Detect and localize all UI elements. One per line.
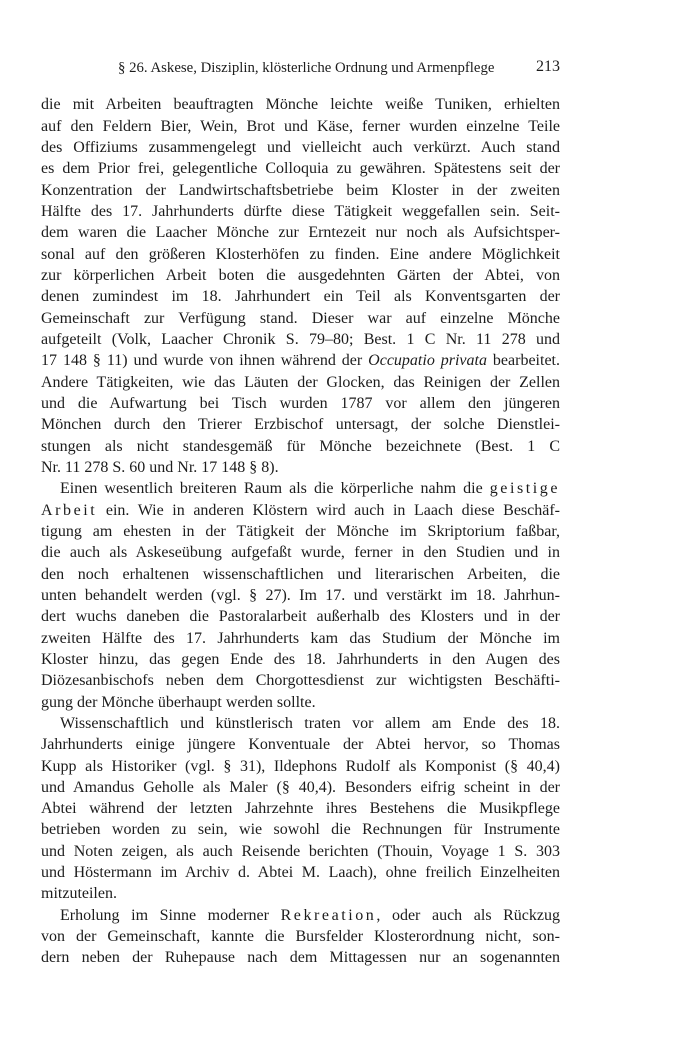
text-line: unten behandelt werden (vgl. § 27). Im 17. und verstärkt im 18. Jahrhun- — [41, 586, 560, 604]
text-line — [41, 350, 560, 371]
text-line: betrieben worden zu sein, wie sowohl die Rechnungen für Instrumente — [41, 821, 560, 839]
text-line: des Offiziums zusammengelegt und vielleicht auch verkürzt. Auch stand — [41, 138, 560, 156]
text-line: stungen als nicht standesgemäß für Mönche bezeichnete (Best. 1 C — [41, 437, 560, 455]
spaced-emphasis: Rekreation — [280, 906, 377, 924]
spaced-emphasis: Arbeit — [41, 501, 98, 519]
text-line: sonal auf den größeren Klosterhöfen zu finden. Eine andere Möglichkeit — [41, 245, 560, 263]
text-line: von der Gemeinschaft, kannte die Bursfelder Klosterordnung nicht, son- — [41, 928, 560, 946]
text-line: und die Aufwartung bei Tisch wurden 1787 vor allem den jüngeren — [41, 394, 560, 412]
page-number: 213 — [536, 58, 560, 75]
text-line: mitzuteilen. — [41, 885, 117, 903]
text-line: die auch als Askeseübung aufgefaßt wurde, ferner in den Studien und in — [41, 544, 560, 562]
text-line: und Amandus Geholle als Maler (§ 40,4). Besonders eifrig scheint in der — [41, 778, 560, 796]
text-line — [41, 500, 560, 521]
text-line: Jahrhunderts einige jüngere Konventuale der Abtei hervor, so Thomas — [41, 736, 560, 754]
text-line: Mönchen durch den Trierer Erzbischof untersagt, der solche Dienstlei- — [41, 416, 560, 434]
text-line: gung der Mönche überhaupt werden sollte. — [41, 693, 316, 711]
text-line: Abtei während der letzten Jahrzehnte ihres Bestehens die Musikpflege — [41, 800, 560, 818]
text-line: Kloster hinzu, das gegen Ende des 18. Jahrhunderts in den Augen des — [41, 650, 560, 668]
body-text — [41, 94, 560, 968]
paragraph — [41, 713, 560, 905]
paragraph — [41, 94, 560, 478]
spaced-emphasis: geistige — [489, 480, 560, 498]
text-run: ein. Wie in anderen Klöstern wird auch in Laach diese Beschäf- — [97, 501, 560, 519]
text-line: zweiten Hälfte des 17. Jahrhunderts kam das Studium der Mönche im — [41, 629, 560, 647]
running-title: § 26. Askese, Disziplin, klösterliche Ordnung und Armenpflege — [118, 60, 495, 76]
paragraph — [41, 478, 560, 713]
text-line: Nr. 11 278 S. 60 und Nr. 17 148 § 8). — [41, 458, 279, 476]
text-run: , oder auch als Rückzug — [376, 906, 561, 924]
text-line: es dem Prior frei, gelegentliche Colloquia zu gewähren. Spätestens seit der — [41, 160, 560, 178]
text-line: zur körperlichen Arbeit boten die ausgedehnten Gärten der Abtei, von — [41, 266, 560, 284]
text-line: Wissenschaftlich und künstlerisch traten vor allem am Ende des 18. — [60, 714, 560, 732]
text-run: bearbeitet. — [486, 352, 560, 370]
text-run: Erholung im Sinne moderner — [60, 906, 281, 924]
text-run: Einen wesentlich breiteren Raum als die körperliche nahm die — [60, 480, 490, 498]
text-line: Diözesanbischofs neben dem Chorgottesdienst zur wichtigsten Beschäfti- — [41, 672, 560, 690]
text-line: Gemeinschaft zur Verfügung stand. Dieser war auf einzelne Mönche — [41, 309, 560, 327]
text-line — [41, 478, 560, 499]
text-line: Andere Tätigkeiten, wie das Läuten der Glocken, das Reinigen der Zellen — [41, 373, 560, 391]
text-line: denen zumindest im 18. Jahrhundert ein Teil als Konventsgarten der — [41, 288, 560, 306]
text-line: Kupp als Historiker (vgl. § 31), Ildephons Rudolf als Komponist (§ 40,4) — [41, 757, 560, 775]
text-line: dern neben der Ruhepause nach dem Mittagessen nur an sogenannten — [41, 949, 560, 967]
text-run: 17 148 § 11) und wurde von ihnen während der — [41, 352, 369, 370]
text-line: tigung am ehesten in der Tätigkeit der Mönche im Skriptorium faßbar, — [41, 522, 560, 540]
text-line — [41, 905, 560, 926]
text-line: Hälfte des 17. Jahrhunderts dürfte diese Tätigkeit weggefallen sein. Seit- — [41, 202, 560, 220]
text-line: auf den Feldern Bier, Wein, Brot und Käse, ferner wurden einzelne Teile — [41, 117, 560, 135]
text-line: die mit Arbeiten beauftragten Mönche leichte weiße Tuniken, erhielten — [41, 96, 560, 114]
text-line: Konzentration der Landwirtschaftsbetriebe beim Kloster in der zweiten — [41, 181, 560, 199]
italic-term: Occupatio privata — [368, 352, 487, 370]
text-line: dem waren die Laacher Mönche zur Erntezeit nur noch als Aufsichtsper- — [41, 224, 560, 242]
text-line: aufgeteilt (Volk, Laacher Chronik S. 79–80; Best. 1 C Nr. 11 278 und — [41, 330, 560, 348]
paragraph — [41, 905, 560, 969]
text-line: dert wuchs daneben die Pastoralarbeit außerhalb des Klosters und in der — [41, 608, 560, 626]
text-line: und Noten zeigen, als auch Reisende berichten (Thouin, Voyage 1 S. 303 — [41, 842, 560, 860]
text-line: und Höstermann im Archiv d. Abtei M. Laach), ohne freilich Einzelheiten — [41, 864, 560, 882]
text-line: den noch erhaltenen wissenschaftlichen und literarischen Arbeiten, die — [41, 565, 560, 583]
